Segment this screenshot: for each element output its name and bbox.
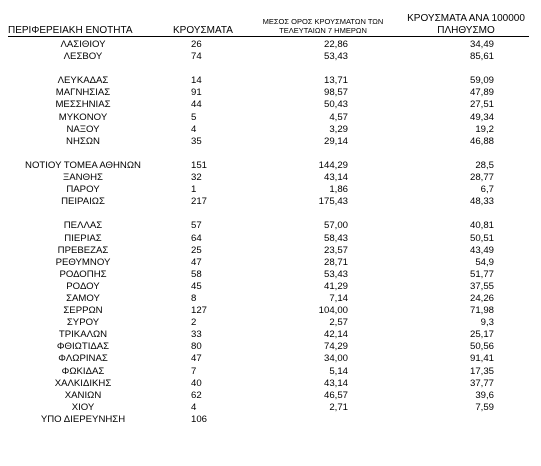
region-name: ΞΑΝΘΗΣ [63,172,103,184]
region-name: ΠΕΛΛΑΣ [63,220,103,232]
cases-per-100k-value: 24,26 [469,292,494,304]
cases-value: 2 [191,317,197,329]
table-row [0,293,541,305]
row-spacer [0,148,541,160]
row-spacer [0,208,541,220]
cases-per-100k-value: 50,51 [469,232,494,244]
cases-value: 1 [191,184,197,196]
region-name: ΛΑΣΙΘΙΟΥ [60,39,106,50]
cases-value: 7 [191,365,197,377]
table-row [0,87,541,99]
table-row [0,136,541,148]
seven-day-average-value: 144,29 [318,159,348,171]
cases-value: 47 [191,353,202,365]
cases-value: 127 [191,305,208,317]
region-name: ΡΟΔΟΠΗΣ [59,268,107,280]
region-name: ΦΛΩΡΙΝΑΣ [58,353,108,365]
seven-day-average-value: 41,29 [323,280,348,292]
region-name: ΛΕΣΒΟΥ [63,51,103,63]
table-row [0,99,541,111]
cases-per-100k-value: 19,2 [475,123,494,135]
cases-per-100k-value: 6,7 [480,184,494,196]
region-name: ΠΑΡΟΥ [66,184,100,196]
table-row [0,390,541,402]
region-name: ΛΕΥΚΑΔΑΣ [57,75,109,87]
cases-per-100k-value: 37,77 [469,377,494,389]
region-name: ΡΕΘΥΜΝΟΥ [55,256,111,268]
region-name: ΜΕΣΣΗΝΙΑΣ [55,99,111,111]
cases-per-100k-value: 48,33 [469,196,494,208]
cases-per-100k-value: 47,89 [469,87,494,99]
seven-day-average-value: 58,43 [323,232,348,244]
table-row [0,75,541,87]
cases-per-100k-value: 25,17 [469,329,494,341]
table-row [0,366,541,378]
table-row [0,257,541,269]
seven-day-average-value: 175,43 [318,196,348,208]
region-name: ΥΠΟ ΔΙΕΡΕΥΝΗΣΗ [40,413,126,425]
table-row [0,402,541,414]
seven-day-average-value: 2,71 [329,401,348,413]
region-name: ΝΑΞΟΥ [66,123,100,135]
table-row [0,269,541,281]
table-row [0,353,541,365]
cases-per-100k-value: 43,49 [469,244,494,256]
table-row [0,233,541,245]
region-name: ΡΟΔΟΥ [66,280,100,292]
table-row [0,329,541,341]
cases-per-100k-value: 39,6 [475,389,494,401]
region-name: ΧΑΝΙΩΝ [64,389,102,401]
cases-per-100k-value: 28,77 [469,172,494,184]
cases-per-100k-value: 46,88 [469,135,494,147]
header-per-line2: ΠΛΗΘΥΣΜΟ [437,25,495,36]
cases-value: 5 [191,111,197,123]
header-avg-line2: ΤΕΛΕΥΤΑΙΩΝ 7 ΗΜΕΡΩΝ [279,26,367,35]
region-name: ΝΟΤΙΟΥ ΤΟΜΕΑ ΑΘΗΝΩΝ [25,159,141,171]
header-rule [8,36,529,37]
cases-per-100k-value: 27,51 [469,99,494,111]
table-row [0,196,541,208]
seven-day-average-value: 28,71 [323,256,348,268]
region-name: ΠΡΕΒΕΖΑΣ [57,244,109,256]
region-name: ΠΕΙΡΑΙΩΣ [61,196,105,208]
seven-day-average-value: 98,57 [323,87,348,99]
seven-day-average-value: 46,57 [323,389,348,401]
region-name: ΧΙΟΥ [71,401,95,413]
table-row [0,112,541,124]
table-row [0,160,541,172]
cases-value: 217 [191,196,208,208]
table-row [0,220,541,232]
region-name: ΣΑΜΟΥ [66,292,100,304]
cases-value: 25 [191,244,202,256]
cases-per-100k-value: 34,49 [469,39,494,50]
region-name: ΝΗΣΩΝ [66,135,100,147]
cases-value: 62 [191,389,202,401]
cases-value: 26 [191,39,202,50]
cases-per-100k-value: 49,34 [469,111,494,123]
cases-value: 40 [191,377,202,389]
region-name: ΜΥΚΟΝΟΥ [58,111,108,123]
cases-per-100k-value: 28,5 [475,159,494,171]
cases-value: 44 [191,99,202,111]
table-row [0,281,541,293]
cases-value: 64 [191,232,202,244]
cases-value: 80 [191,341,202,353]
cases-per-100k-value: 59,09 [469,75,494,87]
seven-day-average-value: 5,14 [329,365,348,377]
seven-day-average-value: 29,14 [323,135,348,147]
seven-day-average-value: 57,00 [323,220,348,232]
cases-value: 45 [191,280,202,292]
header-avg-line1: ΜΕΣΟΣ ΟΡΟΣ ΚΡΟΥΣΜΑΤΩΝ ΤΩΝ [262,17,384,26]
table-row [0,317,541,329]
table-row [0,305,541,317]
cases-value: 74 [191,51,202,63]
cases-value: 8 [191,292,197,304]
cases-per-100k-value: 7,59 [475,401,494,413]
seven-day-average-value: 50,43 [323,99,348,111]
cases-value: 4 [191,123,197,135]
cases-value: 32 [191,172,202,184]
row-spacer [0,63,541,75]
cases-value: 47 [191,256,202,268]
region-name: ΣΕΡΡΩΝ [63,305,103,317]
seven-day-average-value: 22,86 [323,39,348,50]
cases-value: 33 [191,329,202,341]
seven-day-average-value: 53,43 [323,51,348,63]
seven-day-average-value: 2,57 [329,317,348,329]
cases-per-100k-value: 91,41 [469,353,494,365]
table-row [0,51,541,63]
seven-day-average-value: 3,29 [329,123,348,135]
cases-value: 35 [191,135,202,147]
table-row [0,184,541,196]
seven-day-average-value: 34,00 [323,353,348,365]
region-name: ΠΙΕΡΙΑΣ [64,232,102,244]
seven-day-average-value: 13,71 [323,75,348,87]
region-name: ΤΡΙΚΑΛΩΝ [58,329,108,341]
region-name: ΦΘΙΩΤΙΔΑΣ [56,341,110,353]
header-per-line1: ΚΡΟΥΣΜΑΤΑ ΑΝΑ 100000 [407,13,525,24]
table-row [0,378,541,390]
seven-day-average-value: 7,14 [329,292,348,304]
seven-day-average-value: 42,14 [323,329,348,341]
region-name: ΣΥΡΟΥ [66,317,100,329]
region-name: ΧΑΛΚΙΔΙΚΗΣ [54,377,112,389]
cases-per-100k-value: 71,98 [469,305,494,317]
cases-value: 14 [191,75,202,87]
seven-day-average-value: 43,14 [323,377,348,389]
seven-day-average-value: 4,57 [329,111,348,123]
seven-day-average-value: 1,86 [329,184,348,196]
cases-per-100k-value: 85,61 [469,51,494,63]
table-row [0,341,541,353]
cases-per-100k-value: 17,35 [469,365,494,377]
seven-day-average-value: 43,14 [323,172,348,184]
header-region: ΠΕΡΙΦΕΡΕΙΑΚΗ ΕΝΟΤΗΤΑ [8,25,133,36]
cases-per-100k-value: 51,77 [469,268,494,280]
region-name: ΦΩΚΙΔΑΣ [61,365,105,377]
region-name: ΜΑΓΝΗΣΙΑΣ [55,87,111,99]
table-row [0,39,541,51]
seven-day-average-value: 74,29 [323,341,348,353]
seven-day-average-value: 23,57 [323,244,348,256]
cases-value: 57 [191,220,202,232]
table-row [0,414,541,426]
cases-per-100k-value: 37,55 [469,280,494,292]
header-cases: ΚΡΟΥΣΜΑΤΑ [173,25,233,36]
cases-per-100k-value: 50,56 [469,341,494,353]
cases-value: 4 [191,401,197,413]
cases-per-100k-value: 9,3 [480,317,494,329]
table-row [0,245,541,257]
cases-value: 58 [191,268,202,280]
cases-per-100k-value: 40,81 [469,220,494,232]
seven-day-average-value: 104,00 [318,305,348,317]
seven-day-average-value: 53,43 [323,268,348,280]
cases-per-100k-value: 54,9 [475,256,494,268]
table-row [0,124,541,136]
cases-value: 91 [191,87,202,99]
table-row [0,172,541,184]
cases-value: 106 [191,413,208,425]
table-body [0,39,541,426]
cases-value: 151 [191,159,208,171]
